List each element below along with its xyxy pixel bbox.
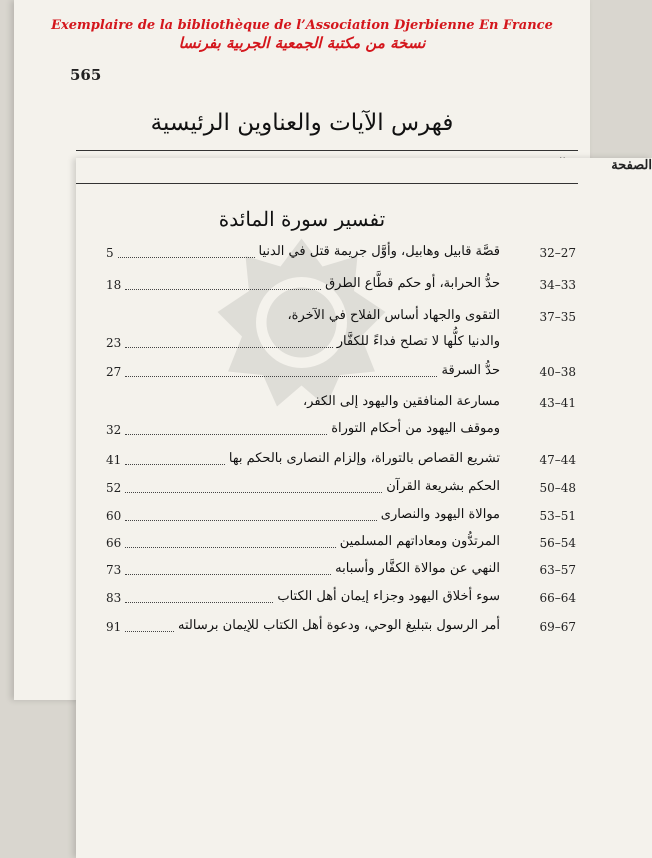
toc-entry	[76, 507, 576, 529]
toc-title: أمر الرسول بتبليغ الوحي، ودعوة أهل الكتاب للإيمان برسالته	[178, 618, 500, 633]
toc-page: 18	[106, 278, 122, 292]
index-title: فهرس الآيات والعناوين الرئيسية	[150, 110, 454, 136]
toc-entry	[76, 244, 576, 266]
toc-page: 27	[106, 365, 122, 379]
toc-title: حدُّ الحرابة، أو حكم قطَّاع الطرق	[325, 276, 500, 291]
toc-title: موالاة اليهود والنصارى	[380, 507, 500, 522]
toc-leader-dots	[125, 492, 382, 493]
toc-leader-dots	[125, 289, 321, 290]
toc-entry	[76, 394, 576, 416]
toc-verse: 37–35	[539, 310, 576, 324]
toc-page: 91	[106, 620, 122, 634]
toc-leader-dots	[125, 347, 332, 348]
toc-entry	[76, 308, 576, 330]
toc-leader-dots	[125, 574, 331, 575]
book-page	[14, 0, 652, 700]
toc-entry	[76, 334, 576, 356]
surah-title: تفسير سورة المائدة	[218, 207, 386, 231]
toc-entry	[76, 451, 576, 473]
toc-title: حدُّ السرقة	[441, 363, 500, 378]
header-rule-bottom	[76, 183, 578, 184]
toc-leader-dots	[125, 434, 327, 435]
toc-leader-dots	[118, 257, 255, 258]
toc-title: التقوى والجهاد أساس الفلاح في الآخرة،	[287, 308, 500, 323]
toc-page: 32	[106, 423, 122, 437]
toc-verse: 66–64	[539, 591, 576, 605]
toc-page: 52	[106, 481, 122, 495]
page-number: 565	[70, 66, 102, 84]
toc-verse: 34–33	[539, 278, 576, 292]
toc-title: سوء أخلاق اليهود وجزاء إيمان أهل الكتاب	[277, 589, 500, 604]
toc-leader-dots	[125, 464, 225, 465]
toc-entry	[76, 276, 576, 298]
toc-entry	[76, 589, 576, 611]
toc-verse: 32–27	[539, 246, 576, 260]
toc-page: 83	[106, 591, 122, 605]
toc-title: مسارعة المنافقين واليهود إلى الكفر،	[302, 394, 500, 409]
toc-page: 5	[106, 246, 114, 260]
toc-verse: 69–67	[539, 620, 576, 634]
toc-leader-dots	[125, 376, 437, 377]
toc-title: قصَّة قابيل وهابيل، وأوَّل جريمة قتل في الدنيا	[258, 244, 500, 259]
library-stamp-french: Exemplaire de la bibliothèque de l’Association Djerbienne En France	[51, 18, 553, 33]
toc-title: تشريع القصاص بالتوراة، وإلزام النصارى بالحكم بها	[228, 451, 500, 466]
toc-verse: 40–38	[539, 365, 576, 379]
toc-leader-dots	[125, 631, 174, 632]
toc-title: المرتدُّون ومعاداتهم المسلمين	[339, 534, 500, 549]
toc-verse: 47–44	[539, 453, 576, 467]
toc-page: 66	[106, 536, 122, 550]
toc-entry	[76, 421, 576, 443]
toc-page: 41	[106, 453, 122, 467]
toc-title: النهي عن موالاة الكفَّار وأسبابه	[335, 561, 500, 576]
toc-entry	[76, 534, 576, 556]
toc-entry	[76, 618, 576, 640]
toc-entry	[76, 561, 576, 583]
toc-leader-dots	[125, 547, 335, 548]
toc-page: 60	[106, 509, 122, 523]
toc-entry	[76, 363, 576, 385]
toc-leader-dots	[125, 602, 273, 603]
toc-title: الحكم بشريعة القرآن	[386, 479, 500, 494]
toc-leader-dots	[125, 520, 376, 521]
column-header-page: الصفحة	[76, 158, 652, 858]
toc-verse: 43–41	[539, 396, 576, 410]
toc-title: والدنيا كلُّها لا تصلح فداءً للكفَّار	[336, 334, 500, 349]
library-stamp-arabic: نسخة من مكتبة الجمعية الجربية بفرنسا	[178, 34, 426, 52]
toc-verse: 56–54	[539, 536, 576, 550]
header-rule-top	[76, 150, 578, 151]
toc-verse: 53–51	[539, 509, 576, 523]
toc-verse: 50–48	[539, 481, 576, 495]
toc-entry	[76, 479, 576, 501]
toc-page: 73	[106, 563, 122, 577]
toc-verse: 63–57	[539, 563, 576, 577]
toc-title: وموقف اليهود من أحكام التوراة	[331, 421, 500, 436]
toc-page: 23	[106, 336, 122, 350]
